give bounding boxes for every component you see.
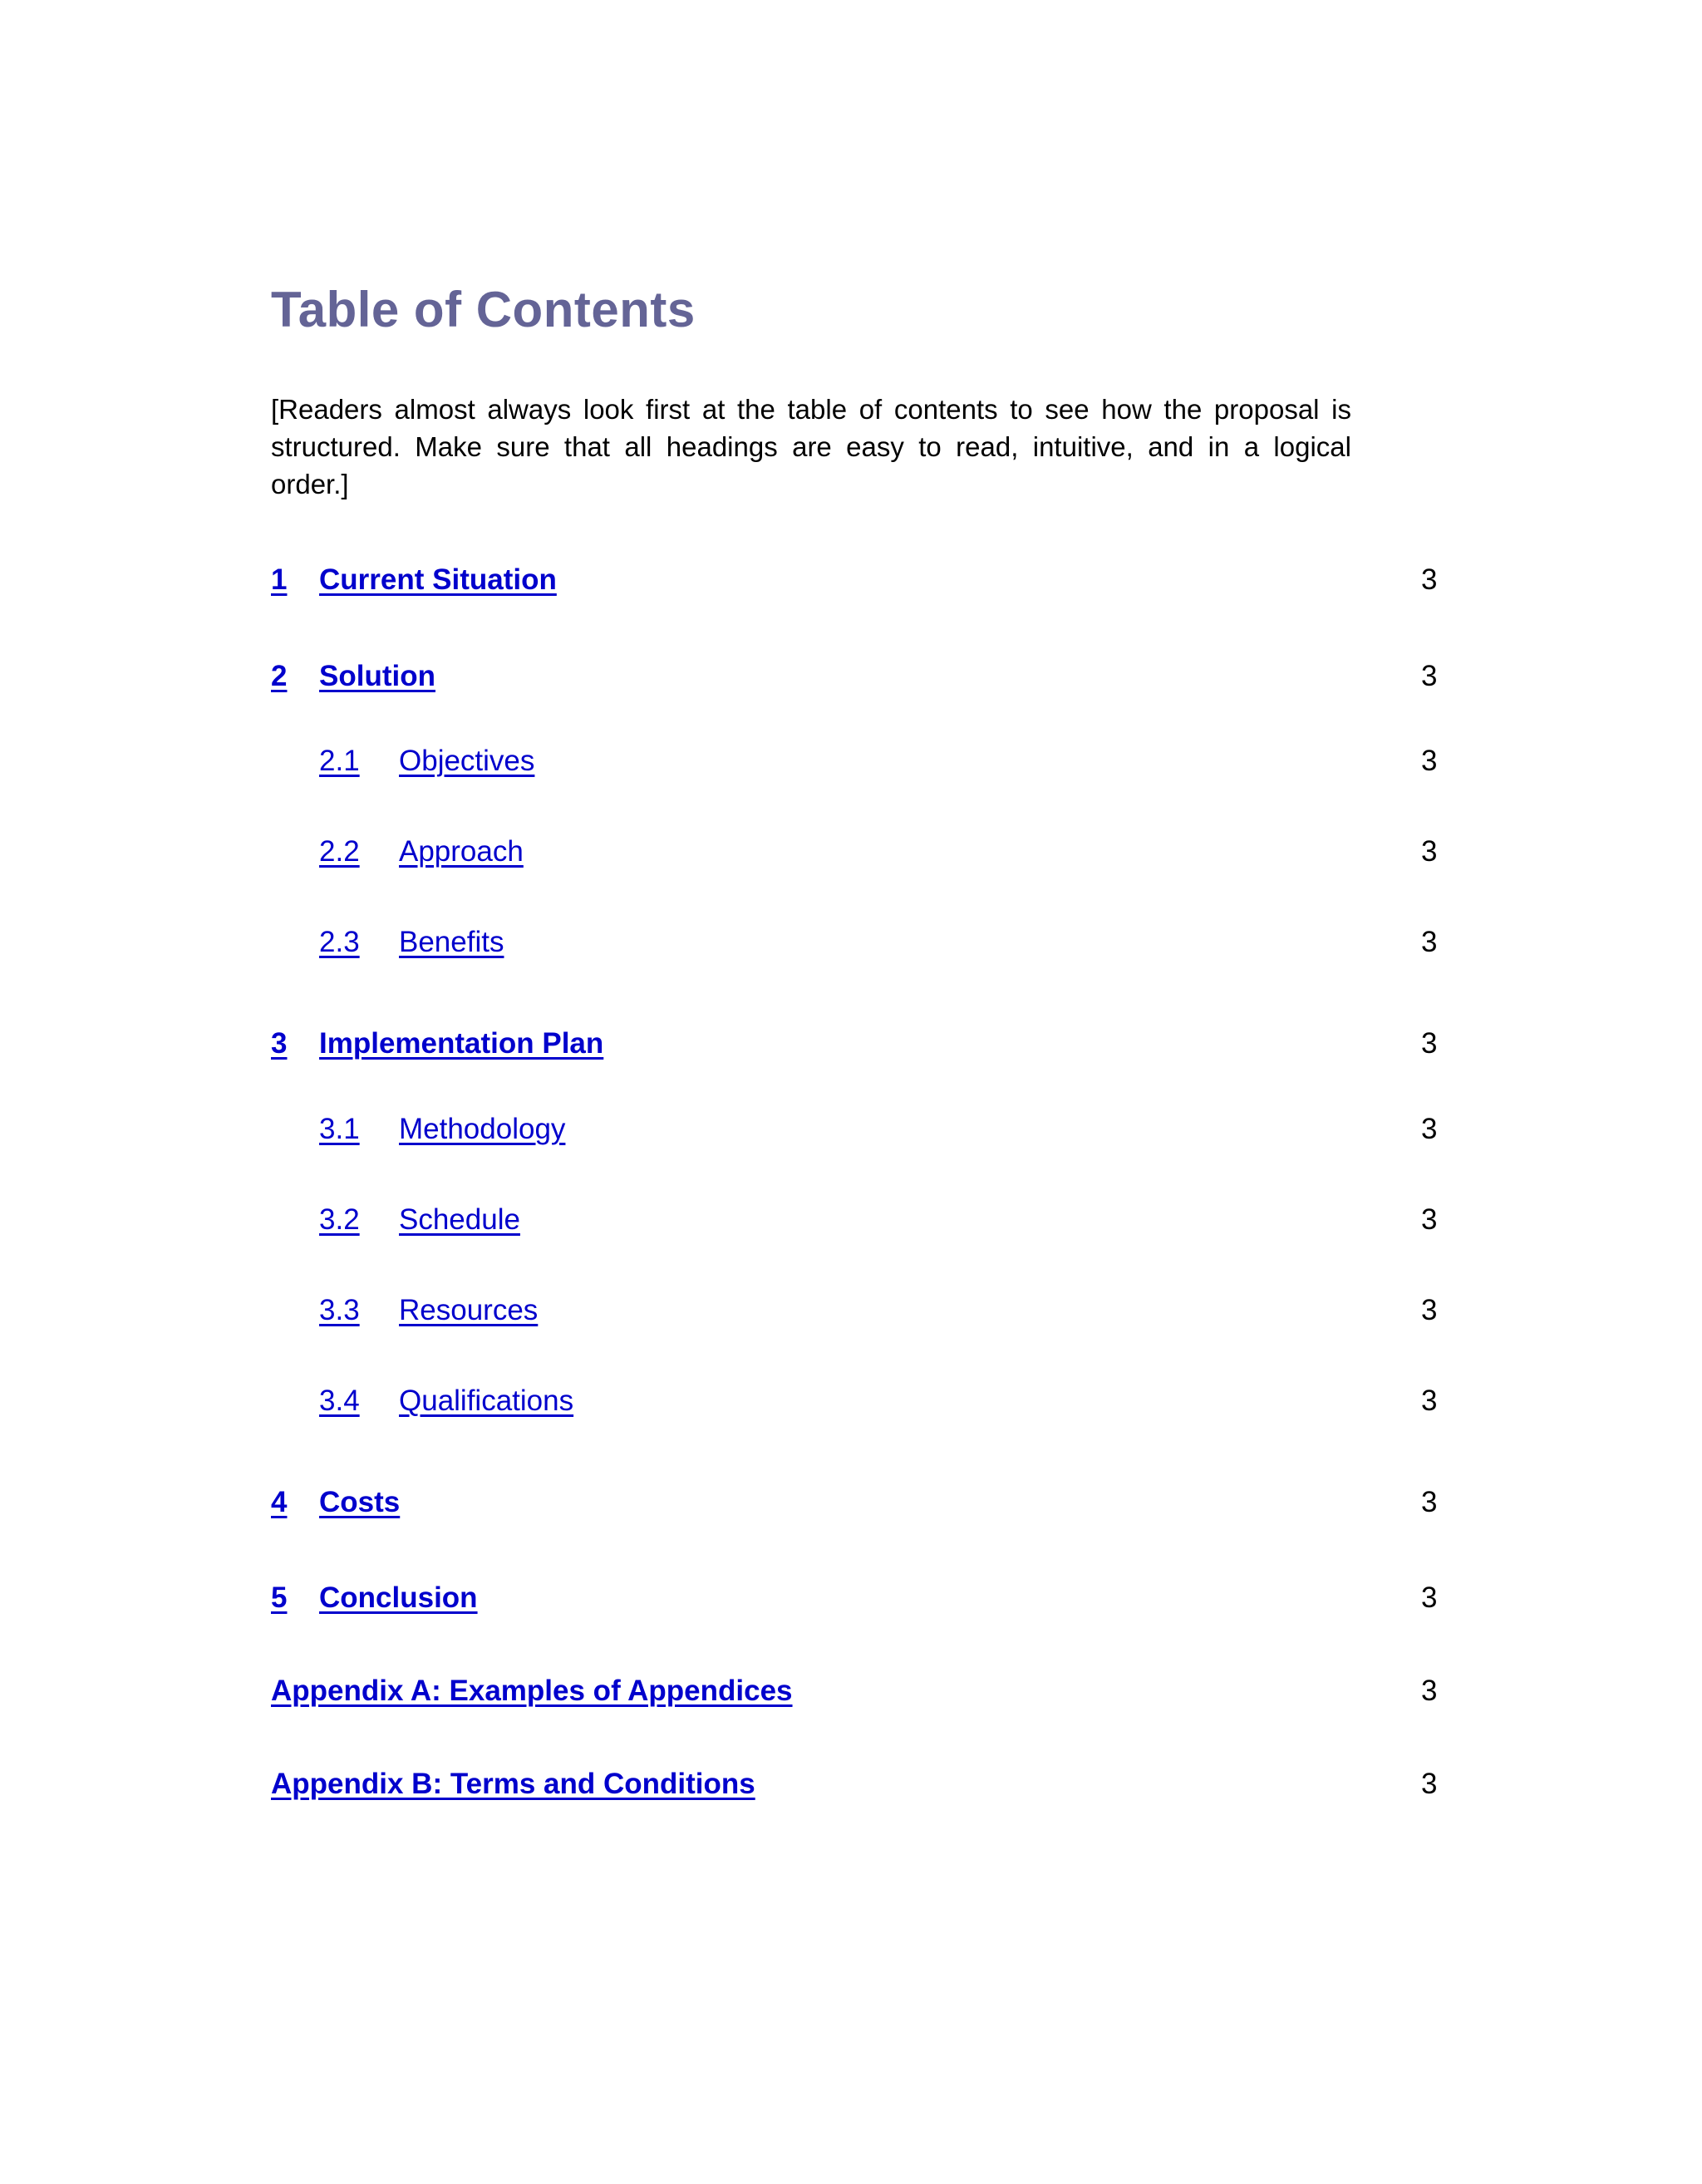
toc-number-link[interactable]: 3.4	[319, 1385, 360, 1417]
toc-entry-conclusion	[0, 1580, 1702, 1621]
toc-entry-resources	[0, 1292, 1702, 1334]
toc-page-number: 3	[1421, 1675, 1438, 1707]
toc-number-link[interactable]: 4	[271, 1486, 288, 1518]
toc-number-link[interactable]: 3.2	[319, 1203, 360, 1236]
toc-title-link[interactable]: Resources	[399, 1294, 539, 1326]
toc-entry-qualifications	[0, 1383, 1702, 1424]
toc-entry-benefits	[0, 924, 1702, 966]
toc-title-link[interactable]: Qualifications	[399, 1385, 574, 1417]
toc-page-number: 3	[1421, 926, 1438, 958]
toc-title-link[interactable]: Objectives	[399, 745, 535, 777]
toc-title-link[interactable]: Costs	[319, 1486, 401, 1518]
toc-entry-implementation-plan	[0, 1026, 1702, 1067]
toc-page-number: 3	[1421, 1203, 1438, 1236]
toc-entry-solution	[0, 658, 1702, 700]
toc-entry-methodology	[0, 1111, 1702, 1153]
toc-title-link[interactable]: Appendix A: Examples of Appendices	[271, 1675, 793, 1707]
toc-number-link[interactable]: 3.3	[319, 1294, 360, 1326]
toc-page-number: 3	[1421, 1113, 1438, 1145]
toc-entry-schedule	[0, 1202, 1702, 1243]
page-title: Table of Contents	[271, 282, 696, 337]
toc-number-link[interactable]: 3.1	[319, 1113, 360, 1145]
toc-entry-approach	[0, 834, 1702, 875]
toc-number-link[interactable]: 1	[271, 563, 288, 596]
toc-title-link[interactable]: Schedule	[399, 1203, 520, 1236]
toc-entry-current-situation	[0, 562, 1702, 603]
toc-page-number: 3	[1421, 1581, 1438, 1614]
toc-page-number: 3	[1421, 1768, 1438, 1800]
toc-number-link[interactable]: 2	[271, 660, 288, 692]
toc-page-number: 3	[1421, 660, 1438, 692]
toc-page-number: 3	[1421, 1294, 1438, 1326]
toc-page-number: 3	[1421, 835, 1438, 868]
toc-page-number: 3	[1421, 1385, 1438, 1417]
toc-number-link[interactable]: 2.1	[319, 745, 360, 777]
toc-title-link[interactable]: Appendix B: Terms and Conditions	[271, 1768, 755, 1800]
toc-number-link[interactable]: 2.3	[319, 926, 360, 958]
toc-number-link[interactable]: 3	[271, 1027, 288, 1060]
toc-title-link[interactable]: Implementation Plan	[319, 1027, 604, 1060]
toc-page-number: 3	[1421, 745, 1438, 777]
toc-entry-appendix-b	[0, 1766, 1702, 1808]
toc-number-link[interactable]: 5	[271, 1581, 288, 1614]
toc-number-link[interactable]: 2.2	[319, 835, 360, 868]
toc-page-number: 3	[1421, 563, 1438, 596]
toc-title-link[interactable]: Current Situation	[319, 563, 557, 596]
toc-page-number: 3	[1421, 1027, 1438, 1060]
toc-title-link[interactable]: Benefits	[399, 926, 504, 958]
toc-title-link[interactable]: Approach	[399, 835, 524, 868]
toc-title-link[interactable]: Methodology	[399, 1113, 566, 1145]
toc-entry-appendix-a	[0, 1673, 1702, 1714]
toc-entry-objectives	[0, 743, 1702, 785]
intro-paragraph: [Readers almost always look first at the table of contents to see how the proposal is structured. Make sure that all headings are easy to read, intuitive, and in a logical order.]	[271, 394, 1351, 499]
toc-title-link[interactable]: Conclusion	[319, 1581, 478, 1614]
toc-entry-costs	[0, 1484, 1702, 1526]
toc-page-number: 3	[1421, 1486, 1438, 1518]
toc-title-link[interactable]: Solution	[319, 660, 435, 692]
